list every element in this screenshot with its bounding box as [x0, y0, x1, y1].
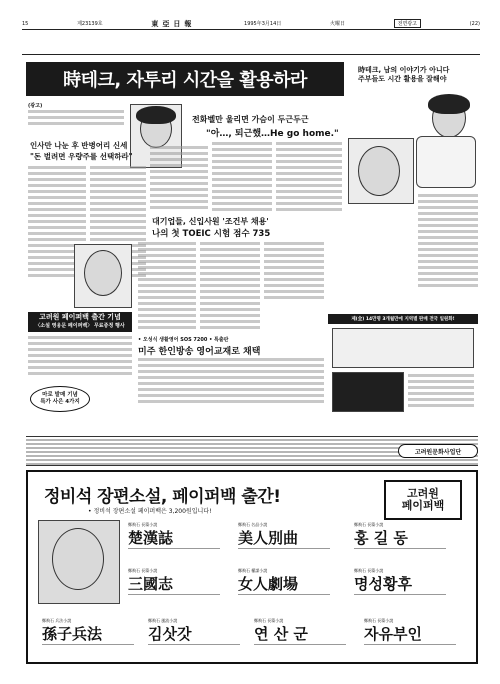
book-item [238, 568, 330, 598]
ad-subtitle: • 정비석 장편소설 페이퍼백은 3,200원입니다! [88, 508, 212, 515]
book-title: 홍 길 동 [354, 528, 446, 549]
toeic-subhead-2: 나의 첫 TOEIC 시험 점수 735 [152, 229, 271, 239]
body-column-7 [200, 242, 260, 334]
body-column-5 [276, 142, 342, 212]
koryo-box-line2: 〈소설 영웅문 페이퍼백〉 무료증정 행사 [35, 323, 125, 329]
usa-subhead-2: 미주 한인방송 영어교재로 채택 [138, 347, 261, 357]
usa-subhead-1: • 오성식 생활영어 SOS 7200 • 특출판 [138, 337, 229, 343]
quote-heading-2: "돈 벌려면 우량주를 선택하라" [30, 152, 133, 161]
sticker-line2: 특가 사은 4가지 [40, 399, 80, 405]
quote-heading-1: 인사만 나눈 후 반병어리 신세 [30, 141, 128, 150]
book-item [238, 522, 330, 552]
intro-text-block [28, 110, 124, 132]
badge-line2: 페이퍼백 [401, 499, 445, 512]
section-tag: 전면광고 [394, 19, 421, 28]
issue-day: 火曜日 [329, 21, 345, 27]
author-face [52, 528, 104, 590]
side-title-line1: 時테크, 남의 이야기가 아니다 [358, 66, 450, 74]
promo-sticker [30, 386, 90, 412]
book-item [354, 522, 446, 552]
man-portrait-face [358, 146, 400, 196]
notice-bar: 제(全) 14만명 3개월만에 지역별 판매 전국 일원화! [328, 314, 478, 324]
book-title: 楚漢誌 [128, 528, 220, 549]
body-column-8 [264, 242, 324, 306]
paperback-advertisement [26, 470, 478, 664]
product-ad-text [408, 374, 474, 410]
paperback-badge [384, 480, 462, 520]
section-label: (광고) [28, 103, 43, 109]
pull-quote-2: "아…, 퇴근했…He go home." [206, 129, 339, 139]
book-item [254, 618, 346, 648]
book-item [128, 522, 220, 552]
ad-title: 정비석 장편소설, 페이퍼백 출간! [44, 487, 281, 507]
woman-cartoon-illustration [416, 136, 476, 188]
koryo-paperback-box [28, 312, 132, 332]
book-title: 孫子兵法 [42, 624, 134, 645]
book-title: 女人劇場 [238, 574, 330, 595]
koryo-box-text [28, 336, 132, 382]
book-item [354, 568, 446, 598]
book-title: 명성황후 [354, 574, 446, 595]
book-label: 鄭飛石 權謀小說 [238, 568, 268, 573]
book-item [42, 618, 134, 648]
usa-article-text [138, 358, 324, 408]
pull-quote-1: 전화벨만 울리면 가슴이 두근두근 [192, 115, 309, 124]
issue-date: 1995年3月14日 [244, 21, 282, 27]
page-header [22, 18, 480, 30]
book-label: 鄭飛石 名品小說 [238, 522, 268, 527]
book-label: 鄭飛石 長篇小說 [364, 618, 394, 623]
book-label: 鄭飛石 兵法小說 [42, 618, 72, 623]
publisher-logo: 고려원문화사업단 [398, 444, 478, 458]
masthead: 東亞日報 [151, 19, 196, 28]
book-title: 자유부인 [364, 624, 456, 645]
page-number: 15 [22, 20, 29, 27]
book-title: 美人別曲 [238, 528, 330, 549]
book-item [128, 568, 220, 598]
book-label: 鄭飛石 長篇小說 [254, 618, 284, 623]
book-label: 鄭飛石 長篇小說 [128, 522, 158, 527]
book-item [148, 618, 240, 648]
body-column-6 [138, 242, 196, 334]
book-item [364, 618, 456, 648]
body-column-4 [212, 142, 272, 212]
side-column-title [358, 66, 478, 84]
book-label: 鄭飛石 長篇小說 [354, 568, 384, 573]
sticker-line1: 마로 발매 기념 [42, 392, 78, 398]
book-title: 김삿갓 [148, 624, 240, 645]
woman-portrait-hair [136, 106, 176, 124]
woman-hair-illustration [428, 94, 470, 114]
book-set-photo [332, 328, 474, 368]
cassette-promo-panel [332, 372, 404, 412]
side-column-text [418, 194, 478, 290]
badge-line1: 고려원 [407, 487, 439, 500]
main-headline: 時테크, 자투리 시간을 활용하라 [26, 62, 344, 96]
page-code: (22) [469, 20, 480, 27]
book-title: 三國志 [128, 574, 220, 595]
man-glasses-face [84, 250, 122, 296]
book-title: 연 산 군 [254, 624, 346, 645]
newspaper-page [22, 18, 480, 666]
book-label: 鄭飛石 長篇小說 [128, 568, 158, 573]
koryo-box-line1: 고려원 페이퍼백 출간 기념 [39, 313, 121, 321]
toeic-subhead-1: 대기업들, 신입사원 '조건부 채용' [152, 217, 269, 226]
body-column-3 [150, 146, 208, 212]
top-rule [22, 54, 480, 55]
edition-number: 제23139호 [77, 21, 103, 27]
book-label: 鄭飛石 長篇小說 [354, 522, 384, 527]
side-title-line2: 주부들도 시간 활용을 잘해야 [358, 75, 447, 83]
book-label: 鄭飛石 風流小說 [148, 618, 178, 623]
